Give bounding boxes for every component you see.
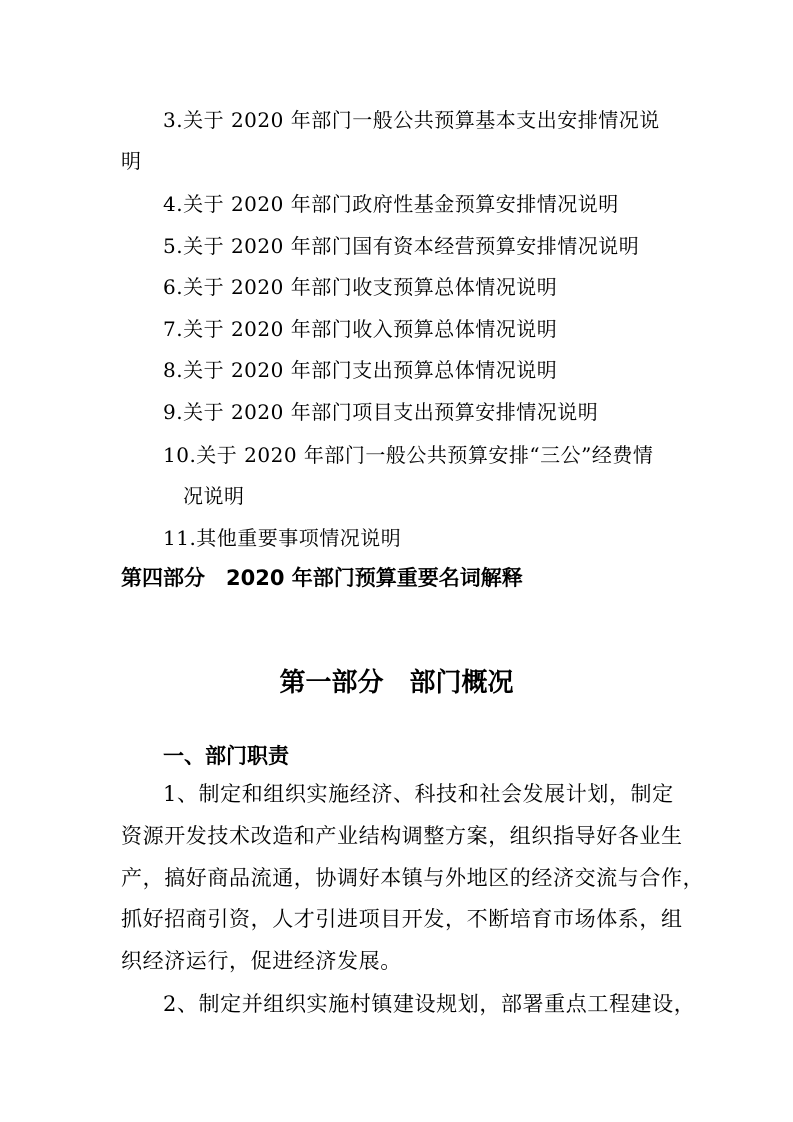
toc-item-3: 3.关于 2020 年部门一般公共预算基本支出安排情况说 xyxy=(163,108,660,132)
toc-item-5: 5.关于 2020 年部门国有资本经营预算安排情况说明 xyxy=(163,234,640,258)
toc-item-8: 8.关于 2020 年部门支出预算总体情况说明 xyxy=(163,358,558,382)
heading-department-duties: 一、部门职责 xyxy=(163,744,289,768)
paragraph-1-line-2: 资源开发技术改造和产业结构调整方案，组织指导好各业生 xyxy=(121,824,683,848)
toc-item-6: 6.关于 2020 年部门收支预算总体情况说明 xyxy=(163,275,558,299)
paragraph-2-line-1: 2、制定并组织实施村镇建设规划，部署重点工程建设， xyxy=(163,992,696,1016)
paragraph-1-line-1: 1、制定和组织实施经济、科技和社会发展计划，制定 xyxy=(163,782,674,806)
paragraph-1-line-3: 产，搞好商品流通，协调好本镇与外地区的经济交流与合作， xyxy=(121,866,705,890)
toc-item-9: 9.关于 2020 年部门项目支出预算安排情况说明 xyxy=(163,400,599,424)
toc-item-10: 10.关于 2020 年部门一般公共预算安排“三公”经费情 xyxy=(163,443,654,467)
toc-item-10-continued: 况说明 xyxy=(183,484,245,508)
section-title: 第一部分 部门概况 xyxy=(279,668,514,698)
paragraph-1-line-5: 织经济运行，促进经济发展。 xyxy=(121,949,402,973)
toc-item-3-continued: 明 xyxy=(121,149,142,173)
toc-item-11: 11.其他重要事项情况说明 xyxy=(163,526,402,550)
toc-item-4: 4.关于 2020 年部门政府性基金预算安排情况说明 xyxy=(163,192,619,216)
paragraph-1-line-4: 抓好招商引资，人才引进项目开发，不断培育市场体系，组 xyxy=(121,907,683,931)
toc-item-7: 7.关于 2020 年部门收入预算总体情况说明 xyxy=(163,317,558,341)
part-four-title: 第四部分 2020 年部门预算重要名词解释 xyxy=(121,566,523,590)
